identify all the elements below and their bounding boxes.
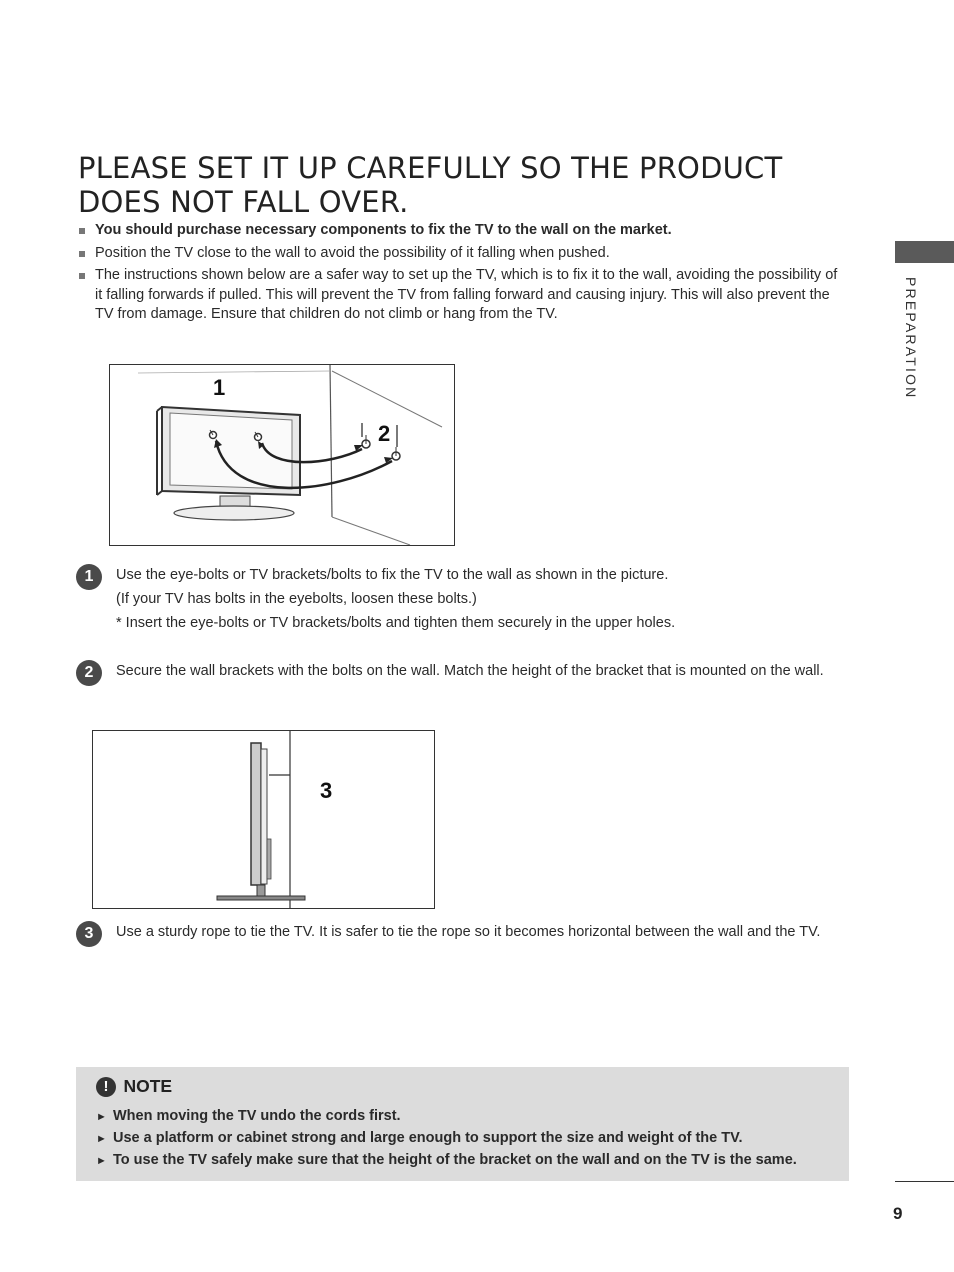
step-number-badge: 2 xyxy=(76,660,102,686)
bullet-item: You should purchase necessary components to fix the TV to the wall on the market. xyxy=(78,221,838,241)
step-subtext: * Insert the eye-bolts or TV brackets/bolts and tighten them securely in the upper holes. xyxy=(116,615,676,631)
section-label: PREPARATION xyxy=(903,277,919,400)
figure-label-3: 3 xyxy=(320,778,333,803)
note-item: ► When moving the TV undo the cords first. xyxy=(96,1106,797,1128)
step-subtext: (If your TV has bolts in the eyebolts, loosen these bolts.) xyxy=(116,591,477,607)
note-box xyxy=(76,1067,849,1181)
square-bullet-icon xyxy=(79,273,85,279)
footer-rule xyxy=(895,1181,954,1182)
wall-mount-drawing xyxy=(110,365,454,545)
figure-label-2: 2 xyxy=(378,421,391,446)
step-1 xyxy=(76,564,836,634)
step-2 xyxy=(76,660,836,682)
square-bullet-icon xyxy=(79,228,85,234)
intro-bullet-list xyxy=(78,221,838,328)
note-header xyxy=(96,1076,172,1098)
arrow-bullet-icon: ► xyxy=(96,1133,107,1145)
step-number-badge: 1 xyxy=(76,564,102,590)
wall-mount-illustration xyxy=(109,364,455,546)
page-number: 9 xyxy=(893,1204,903,1223)
note-title: NOTE xyxy=(123,1076,173,1096)
rope-tie-drawing xyxy=(93,731,434,908)
arrow-bullet-icon: ► xyxy=(96,1155,107,1167)
step-text: Use the eye-bolts or TV brackets/bolts to fix the TV to the wall as shown in the picture. xyxy=(116,567,669,583)
note-item: ► Use a platform or cabinet strong and large enough to support the size and weight of the TV. xyxy=(96,1128,797,1150)
arrow-bullet-icon: ► xyxy=(96,1111,107,1123)
rope-tie-illustration xyxy=(92,730,435,909)
section-tab-marker xyxy=(895,241,954,263)
step-3 xyxy=(76,921,836,943)
exclamation-icon: ! xyxy=(96,1077,116,1097)
bullet-item: Position the TV close to the wall to avoid the possibility of it falling when pushed. xyxy=(78,244,838,264)
step-number-badge: 3 xyxy=(76,921,102,947)
page-title: PLEASE SET IT UP CAREFULLY SO THE PRODUCT DOES NOT FALL OVER. xyxy=(78,151,783,220)
bullet-item: The instructions shown below are a safer way to set up the TV, which is to fix it to the wall, avoiding the possibility of it falling forwards if pulled. This will prevent the TV from falling forward and causing injury. This will also prevent the TV from damage. Ensure that children do not climb or hang from the TV. xyxy=(78,266,838,325)
step-text: Use a sturdy rope to tie the TV. It is safer to tie the rope so it becomes horizontal between the wall and the TV. xyxy=(116,924,821,940)
note-list xyxy=(96,1106,797,1172)
square-bullet-icon xyxy=(79,251,85,257)
figure-label-1: 1 xyxy=(213,375,226,400)
note-item: ► To use the TV safely make sure that the height of the bracket on the wall and on the TV is the same. xyxy=(96,1150,797,1172)
step-text: Secure the wall brackets with the bolts on the wall. Match the height of the bracket that is mounted on the wall. xyxy=(116,663,824,679)
